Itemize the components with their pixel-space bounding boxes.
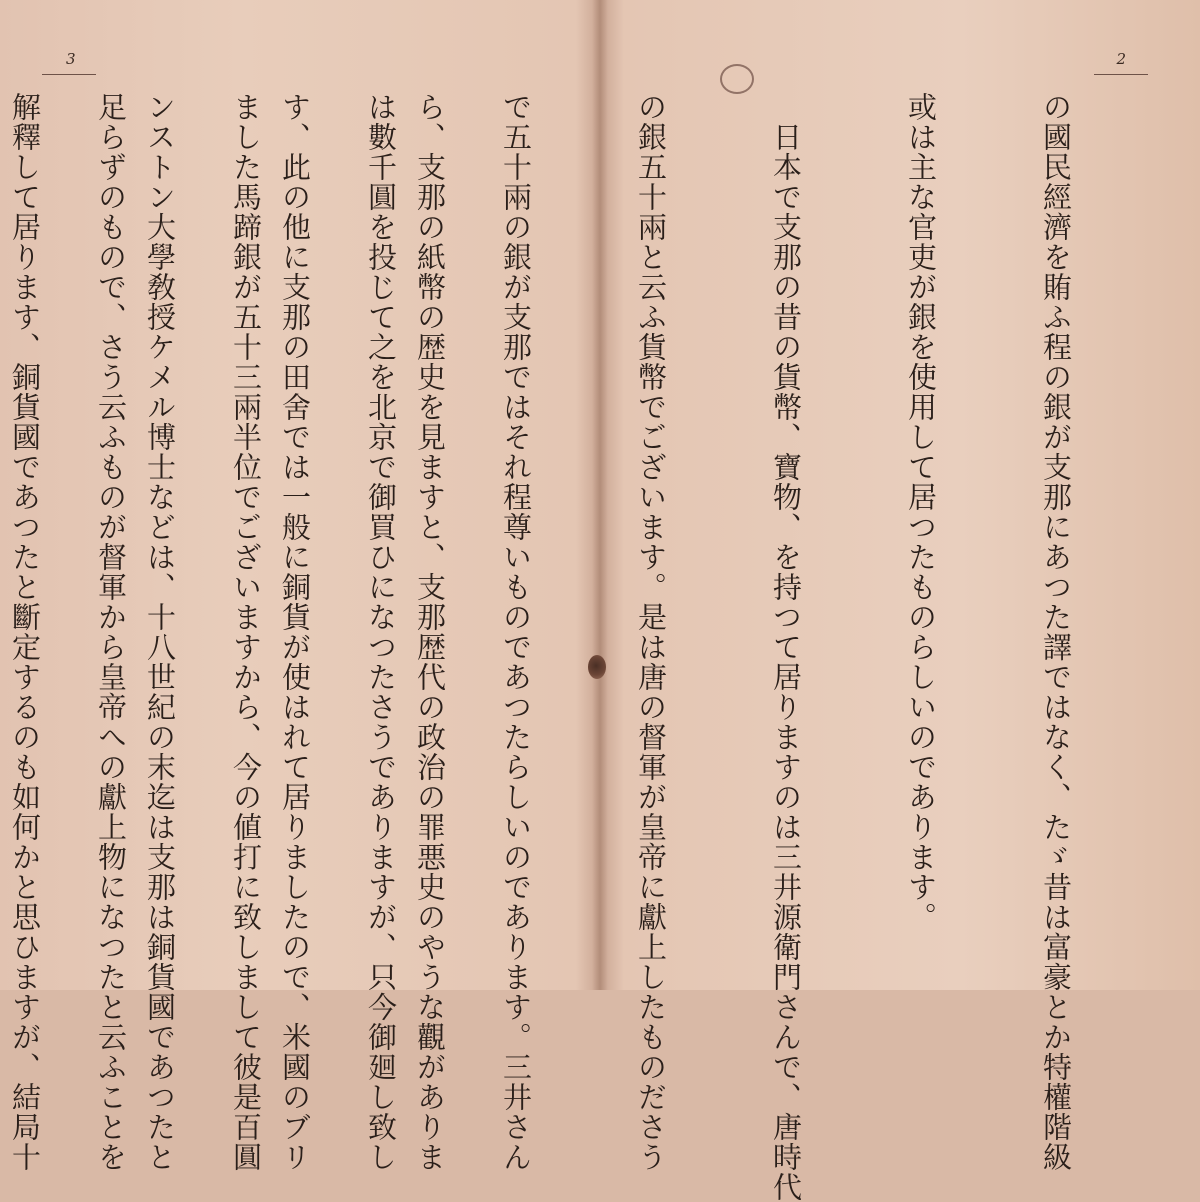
text-line: 或は主な官吏が銀を使用して居つたものらしいのであります。 (904, 92, 938, 932)
text-line: の國民經濟を賄ふ程の銀が支那にあつた譯ではなく、たゞ昔は富豪とか特權階級 (1039, 92, 1073, 1172)
text-line: 足らずのもので、さう云ふものが督軍から皇帝への獻上物になつたと云ふことを (94, 92, 128, 1172)
text-line: ンストン大學敎授ケメル博士などは、十八世紀の末迄は支那は銅貨國であつたと (143, 92, 177, 1172)
page-number: 3 (66, 50, 76, 68)
text-line: の銀五十兩と云ふ貨幣でございます。是は唐の督軍が皇帝に獻上したものださう (634, 92, 668, 1172)
text-line: ました馬蹄銀が五十三兩半位でございますから、今の値打に致しまして彼是百圓 (229, 92, 263, 1172)
page-number: 2 (1116, 50, 1126, 68)
text-line: は數千圓を投じて之を北京で御買ひになつたさうでありますが、只今御廻し致し (364, 92, 398, 1172)
text-line: 解釋して居ります、銅貨國であつたと斷定するのも如何かと思ひますが、結局十 (8, 92, 42, 1172)
text-line: 日本で支那の昔の貨幣、寶物、を持つて居りますのは三井源衛門さんで、唐時代 (769, 92, 803, 1202)
header-rule (42, 74, 96, 75)
text-line: ら、支那の紙幣の歴史を見ますと、支那歴代の政治の罪悪史のやうな觀がありま (413, 92, 447, 1172)
header-rule (1094, 74, 1148, 75)
text-line: す、此の他に支那の田舍では一般に銅貨が使はれて居りましたので、米國のブリ (278, 92, 312, 1172)
text-line: で五十兩の銀が支那ではそれ程尊いものであつたらしいのであります。三井さん (499, 92, 533, 1172)
